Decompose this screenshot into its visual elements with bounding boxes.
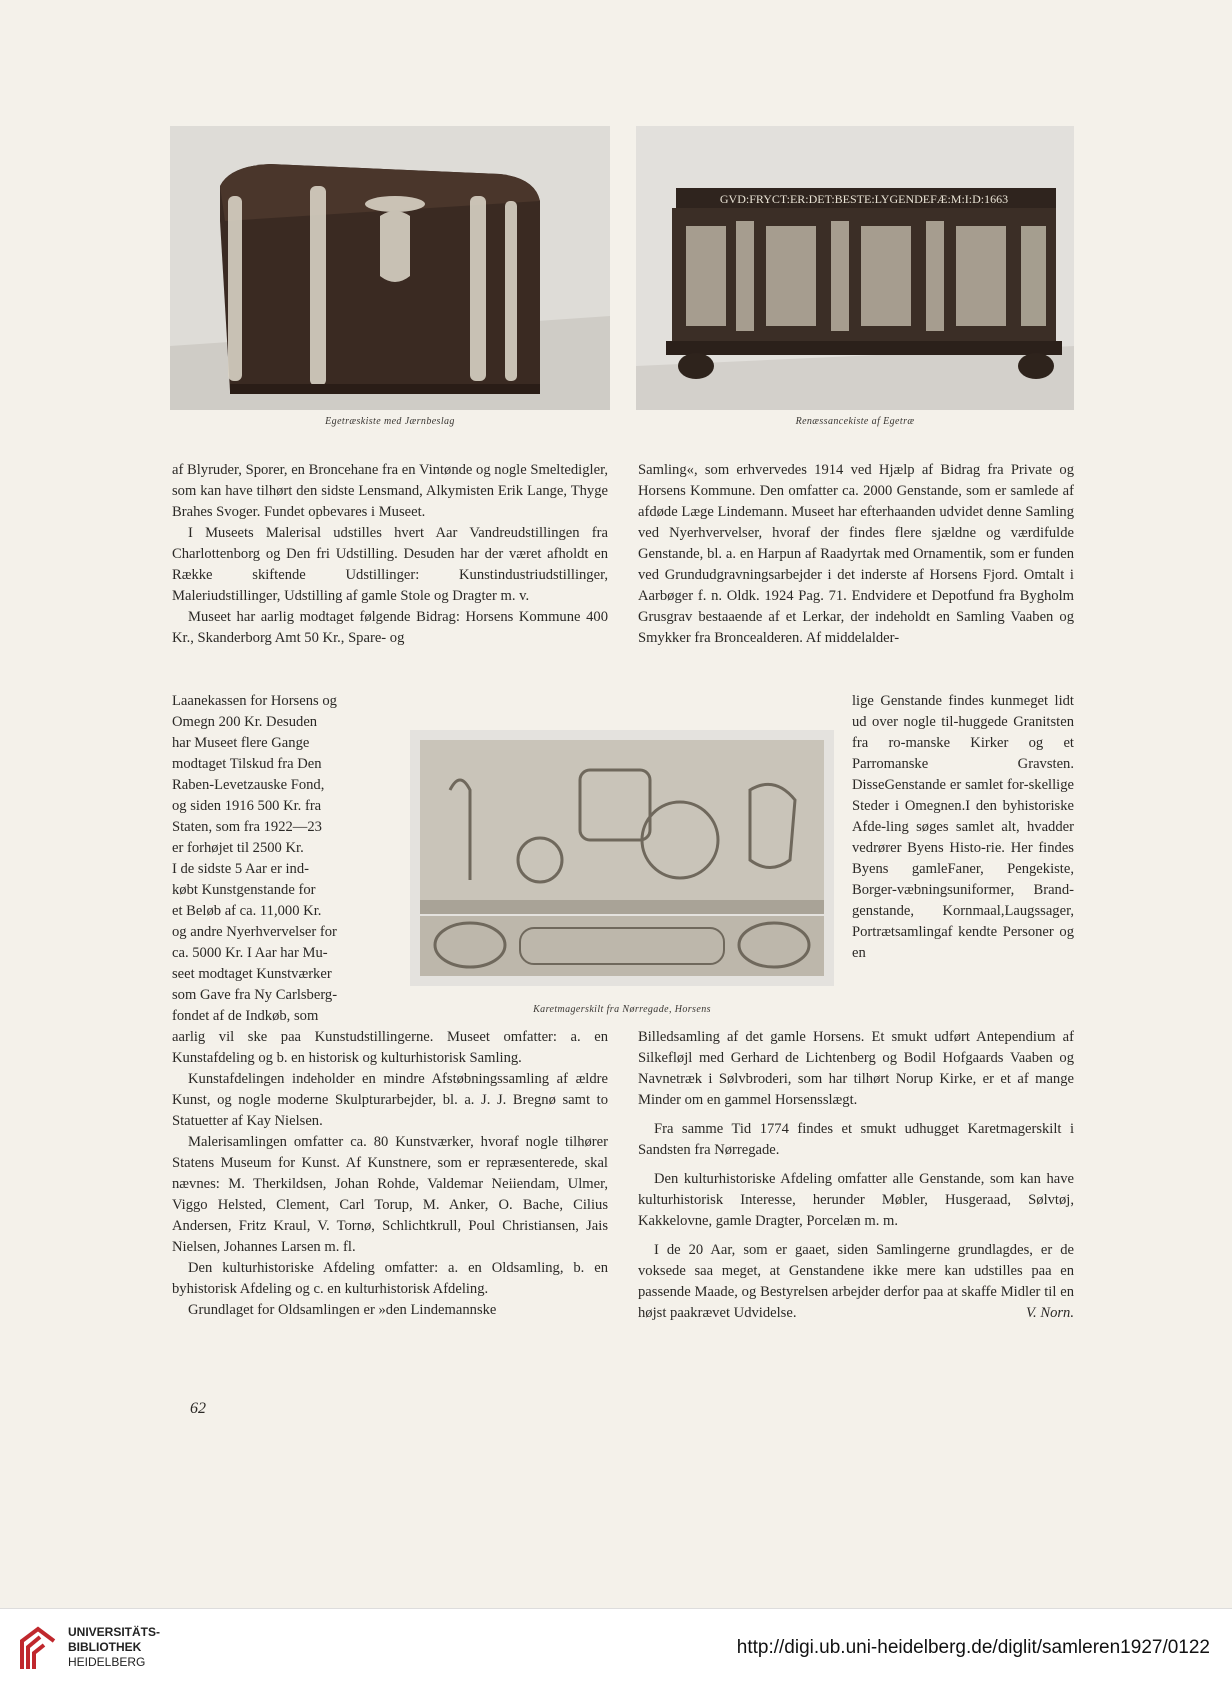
right-paragraph-5 (638, 1240, 1074, 1324)
right-wrap-line: huggede Granitsten fra ro- (852, 714, 1074, 751)
left-wrap-line: fondet af de Indkøb, som (172, 1008, 319, 1024)
chest-inscription: GVD:FRYCT:ER:DET:BESTE:LYGENDEFÆ:M:I:D:1663 (719, 192, 1009, 206)
caption-fig2: Renæssancekiste af Egetræ (795, 416, 915, 427)
left-paragraph-3a: Museet har aarlig modtaget følgende Bidrag: Horsens Kommune 400 Kr., Skanderborg Amt 50 Kr., Spare- og (172, 609, 608, 646)
left-wrap-line: ca. 5000 Kr. I Aar har Mu- (172, 945, 328, 961)
right-wrap-line: skellige Steder i Omegnen. (852, 777, 1074, 814)
university-library-logo-icon (16, 1623, 60, 1675)
left-wrap-line: og andre Nyerhvervelser for (172, 924, 337, 940)
right-wrap-line: væbningsuniformer, Brand- (896, 882, 1074, 898)
right-paragraph-3: Fra samme Tid 1774 findes et smukt udhugget Karetmagerskilt i Sandsten fra Nørregade. (638, 1121, 1074, 1158)
photo-iron-bound-chest (170, 126, 610, 410)
left-paragraph-6: Malerisamlingen omfatter ca. 80 Kunstværker, hvoraf nogle tilhører Statens Museum for Kunst. Af Kunstnere, som er repræsenterede, skal nævnes: M. Therkildsen, Johan Rohde, Valdemar Neiiendam, Ulmer, Viggo Helsted, Clement, Carl Torup, M. Anker, O. Bache, Cilius Andersen, Fritz Kraul, V. Tornø, Schlichtkrull, Poul Christiansen, Jais Nielsen, Johannes Larsen m. fl. (172, 1134, 608, 1255)
left-column-lower (172, 1027, 608, 1321)
sign-illustration (410, 730, 834, 986)
right-wrap-line: Faner, Pengekiste, Borger- (852, 861, 1074, 898)
left-wrap-line: I de sidste 5 Aar er ind- (172, 861, 309, 877)
library-name (68, 1625, 160, 1670)
right-wrap-line: Genstande er samlet for- (884, 777, 1029, 793)
caption-fig3: Karetmagerskilt fra Nørregade, Horsens (533, 1004, 711, 1015)
library-name-line-3: HEIDELBERG (68, 1655, 146, 1669)
page-number: 62 (190, 1400, 206, 1417)
photo-carriage-maker-sign (410, 730, 834, 986)
left-wrap-line: seet modtaget Kunstværker (172, 966, 332, 982)
right-column-lower (638, 1027, 1074, 1324)
left-column (172, 460, 608, 649)
right-wrap-line: genstande, Kornmaal, (852, 903, 1005, 919)
library-footer (0, 1608, 1232, 1693)
left-paragraph-7: Den kulturhistoriske Afdeling omfatter: a. en Oldsamling, b. en byhistorisk Afdeling og c. en kulturhistorisk Afdeling. (172, 1260, 608, 1297)
left-wrap-line: Raben-Levetzauske Fond, (172, 777, 325, 793)
left-paragraph-8: Grundlaget for Oldsamlingen er »den Lindemannske (188, 1302, 497, 1318)
left-paragraph-5: Kunstafdelingen indeholder en mindre Afstøbningssamling af ældre Kunst, og nogle moderne Skulpturarbejder, bl. a. J. J. Bregnø samt to Statuetter af Kay Nielsen. (172, 1071, 608, 1129)
right-paragraph-2-end: Billedsamling af det gamle Horsens. Et smukt udført Antependium af Silkefløjl med Gerhard de Lichtenberg og Bodil Hofgaards Vaaben og Navnetræk i Sølvbroderi, som har tilhørt Norup Kirke, er et af mange Minder om en gammel Horsensslægt. (638, 1029, 1074, 1108)
right-wrap-line: meget lidt ud over nogle til- (852, 693, 1074, 730)
right-column (638, 460, 1074, 649)
right-wrap-line: I den byhistoriske Afde- (852, 798, 1074, 835)
chest-illustration (170, 126, 610, 410)
right-wrap-line: rie. Her findes Byens gamle (852, 840, 1074, 877)
right-wrap-line: lige Genstande findes kun (852, 693, 1013, 709)
right-wrap-line: ling søges samlet alt, hvad (886, 819, 1056, 835)
right-paragraph-5-text: I de 20 Aar, som er gaaet, siden Samlingerne grundlagdes, er de voksede saa meget, at Genstandene ikke mere kan udstilles paa en passende Maade, og Bestyrelsen arbejder derfor paa at skaffe Midler til en højst paakrævet Udvidelse. (638, 1242, 1074, 1321)
left-wrap-column (172, 691, 378, 1027)
right-wrap-column (852, 691, 1074, 964)
library-name-line-2: BIBLIOTHEK (68, 1640, 142, 1654)
left-paragraph-4-end: aarlig vil ske paa Kunstudstillingerne. Museet omfatter: a. en Kunstafdeling og b. en historisk og kulturhistorisk Samling. (172, 1029, 608, 1066)
left-wrap-line: Laanekassen for Horsens og (172, 693, 337, 709)
left-wrap-line: Omegn 200 Kr. Desuden (172, 714, 318, 730)
left-wrap-line: som Gave fra Ny Carlsberg- (172, 987, 338, 1003)
left-paragraph-2: I Museets Malerisal udstilles hvert Aar Vandreudstillingen fra Charlottenborg og Den fri Udstilling. Desuden har der været afholdt en Række skiftende Udstillinger: Kunstindustriudstillinger, Maleriudstillinger, Udstilling af gamle Stole og Dragter m. v. (172, 525, 608, 604)
source-url-link[interactable]: http://digi.ub.uni-heidelberg.de/diglit/samleren1927/0122 (736, 1637, 1210, 1658)
left-wrap-line: er forhøjet til 2500 Kr. (172, 840, 304, 856)
left-wrap-line: et Beløb af ca. 11,000 Kr. (172, 903, 322, 919)
right-wrap-line: romanske Gravsten. Disse (852, 756, 1074, 793)
right-wrap-line: manske Kirker og et Par (852, 735, 1074, 772)
left-wrap-line: modtaget Tilskud fra Den (172, 756, 322, 772)
left-wrap-line: har Museet flere Gange (172, 735, 310, 751)
left-wrap-line: og siden 1916 500 Kr. fra (172, 798, 322, 814)
left-paragraph-1: af Blyruder, Sporer, en Broncehane fra en Vintønde og nogle Smeltedigler, som kan have tilhørt den sidste Lensmand, Alkymisten Erik Lange, Thyge Brahes Svoger. Fundet opbevares i Museet. (172, 462, 608, 520)
right-paragraph-4: Den kulturhistoriske Afdeling omfatter alle Genstande, som kan have kulturhistorisk Interesse, herunder Møbler, Husgeraad, Sølvtøj, Kakkelovne, gamle Dragter, Porcelæn m. m. (638, 1171, 1074, 1229)
renaissance-chest-illustration (636, 126, 1074, 410)
library-name-line-1: UNIVERSITÄTS- (68, 1625, 161, 1639)
right-paragraph-1: Samling«, som erhvervedes 1914 ved Hjælp af Bidrag fra Private og Horsens Kommune. Den omfatter ca. 2000 Genstande, som er samlede af afdøde Læge Lindemann. Museet har efterhaanden udvidet denne Samling ved Nyerhvervelser, hvoraf der findes flere sjældne og værdifulde Genstande, bl. a. en Harpun af Raadyrtak med Ornamentik, som er funden ved Grundudgravningsarbejder i det inderste af Horsens Fjord. Omtalt i Aarbøger f. n. Oldk. 1924 Pag. 71. Endvidere et Depotfund fra Bygholm Grusgrav bestaaende af et Lerkar, der indeholdt en Samling Vaaben og Smykker fra Broncealderen. Af middelalder- (638, 462, 1074, 646)
left-wrap-line: købt Kunstgenstande for (172, 882, 316, 898)
right-wrap-line: der vedrører Byens Histo- (852, 819, 1074, 856)
author-signature: V. Norn. (1026, 1305, 1074, 1321)
photo-renaissance-chest (636, 126, 1074, 410)
right-wrap-line: af kendte Personer og en (852, 924, 1074, 961)
caption-fig1: Egetræskiste med Jærnbeslag (325, 416, 455, 427)
left-wrap-line: Staten, som fra 1922—23 (172, 819, 322, 835)
right-wrap-line: Laugssager, Portrætsamling (852, 903, 1074, 940)
